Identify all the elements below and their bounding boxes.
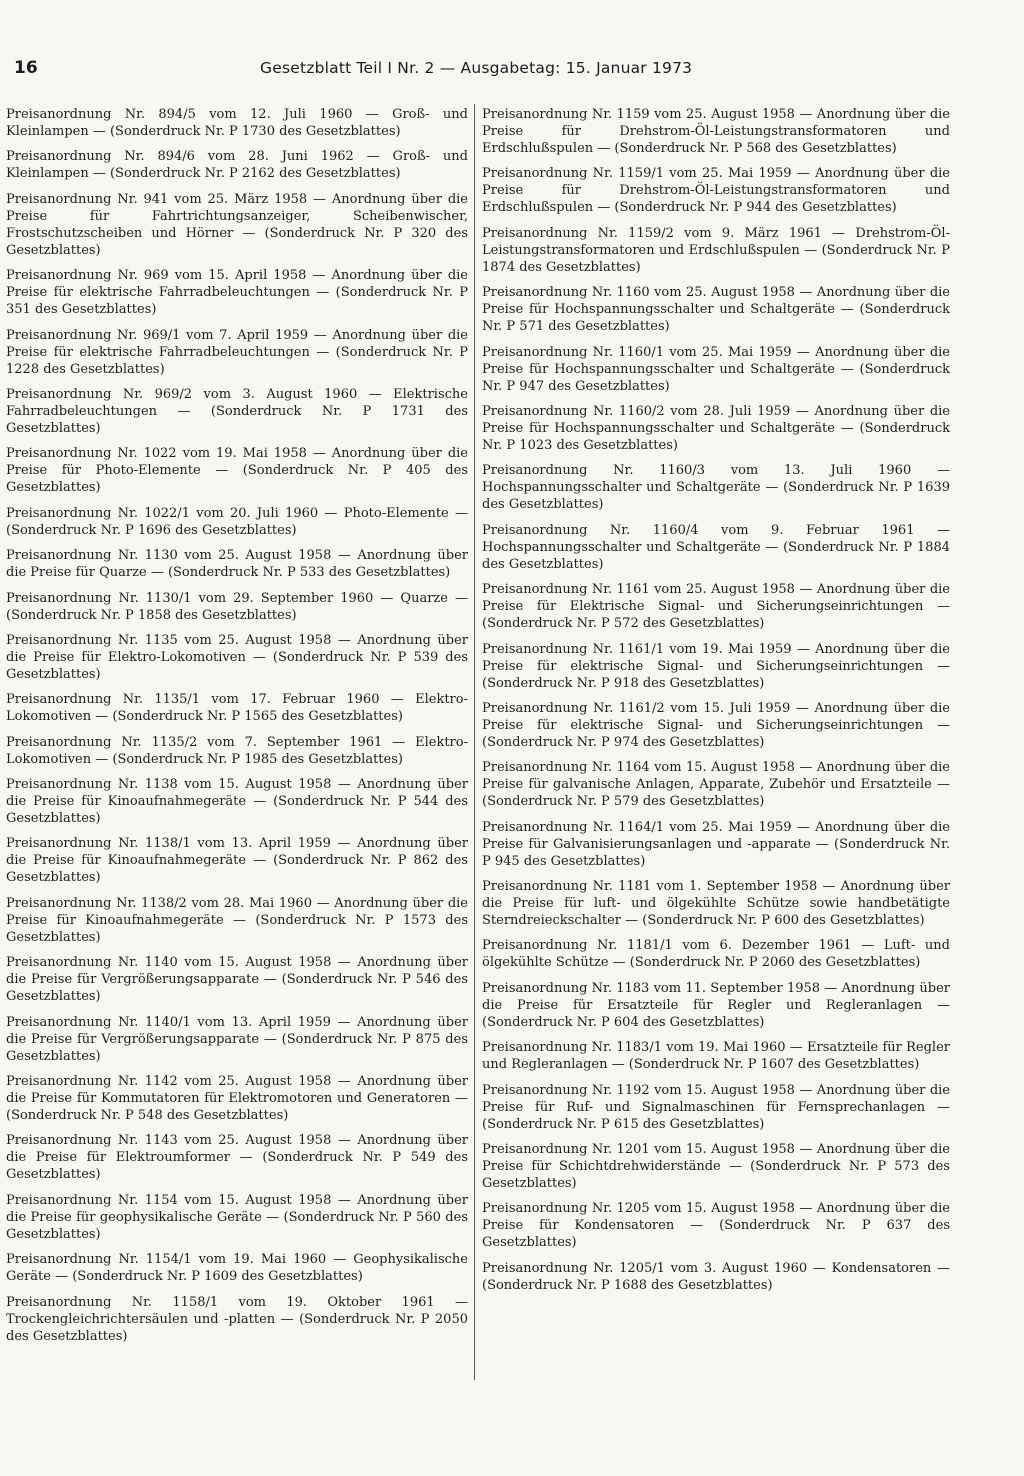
- entry-paragraph: Preisanordnung Nr. 1138/2 vom 28. Mai 1960 — Anordnung über die Preise für Kinoaufnahmegeräte — (Sonderdruck Nr. P 1573 des Gesetzblattes): [6, 895, 468, 945]
- entry-paragraph: Preisanordnung Nr. 969 vom 15. April 1958 — Anordnung über die Preise für elektrische Fahrradbeleuchtungen — (Sonderdruck Nr. P 351 des Gesetzblattes): [6, 268, 468, 318]
- entry-paragraph: Preisanordnung Nr. 1154 vom 15. August 1958 — Anordnung über die Preise für geophysikalische Geräte — (Sonderdruck Nr. P 560 des Gesetzblattes): [6, 1192, 468, 1242]
- entry-paragraph: Preisanordnung Nr. 1161 vom 25. August 1958 — Anordnung über die Preise für Elektrische Signal- und Sicherungseinrichtungen — (Sonderdruck Nr. P 572 des Gesetzblattes): [482, 582, 950, 632]
- entry-paragraph: Preisanordnung Nr. 1164/1 vom 25. Mai 1959 — Anordnung über die Preise für Galvanisierungsanlagen und -apparate — (Sonderdruck Nr. P 945 des Gesetzblattes): [482, 819, 950, 869]
- entry-paragraph: Preisanordnung Nr. 969/2 vom 3. August 1960 — Elektrische Fahrradbeleuchtungen — (Sonderdruck Nr. P 1731 des Gesetzblattes): [6, 386, 468, 436]
- entry-paragraph: Preisanordnung Nr. 1135/2 vom 7. September 1961 — Elektro-Lokomotiven — (Sonderdruck Nr. P 1985 des Gesetzblattes): [6, 734, 468, 767]
- entry-paragraph: Preisanordnung Nr. 1143 vom 25. August 1958 — Anordnung über die Preise für Elektroumformer — (Sonderdruck Nr. P 549 des Gesetzblattes): [6, 1133, 468, 1183]
- entry-paragraph: Preisanordnung Nr. 1164 vom 15. August 1958 — Anordnung über die Preise für galvanische Anlagen, Apparate, Zubehör und Ersatzteile — (Sonderdruck Nr. P 579 des Gesetzblattes): [482, 760, 950, 810]
- entry-paragraph: Preisanordnung Nr. 1142 vom 25. August 1958 — Anordnung über die Preise für Kommutatoren für Elektromotoren und Generatoren — (Sonderdruck Nr. P 548 des Gesetzblattes): [6, 1074, 468, 1124]
- entry-paragraph: Preisanordnung Nr. 1138 vom 15. August 1958 — Anordnung über die Preise für Kinoaufnahmegeräte — (Sonderdruck Nr. P 544 des Gesetzblattes): [6, 777, 468, 827]
- entry-paragraph: Preisanordnung Nr. 1154/1 vom 19. Mai 1960 — Geophysikalische Geräte — (Sonderdruck Nr. P 1609 des Gesetzblattes): [6, 1252, 468, 1285]
- entry-paragraph: Preisanordnung Nr. 1160/3 vom 13. Juli 1960 — Hochspannungsschalter und Schaltgeräte — (Sonderdruck Nr. P 1639 des Gesetzblattes): [482, 463, 950, 513]
- entry-paragraph: Preisanordnung Nr. 1130 vom 25. August 1958 — Anordnung über die Preise für Quarze — (Sonderdruck Nr. P 533 des Gesetzblattes): [6, 548, 468, 581]
- entry-paragraph: Preisanordnung Nr. 1183/1 vom 19. Mai 1960 — Ersatzteile für Regler und Regleranlagen — (Sonderdruck Nr. P 1607 des Gesetzblattes): [482, 1040, 950, 1073]
- left-column: [6, 106, 468, 1353]
- entry-paragraph: Preisanordnung Nr. 1159/2 vom 9. März 1961 — Drehstrom-Öl-Leistungstransformatoren und Erdschlußspulen — (Sonderdruck Nr. P 1874 des Gesetzblattes): [482, 225, 950, 275]
- entry-paragraph: Preisanordnung Nr. 1158/1 vom 19. Oktober 1961 — Trockengleichrichtersäulen und -platten — (Sonderdruck Nr. P 2050 des Gesetzblattes): [6, 1294, 468, 1344]
- entry-paragraph: Preisanordnung Nr. 1205 vom 15. August 1958 — Anordnung über die Preise für Kondensatoren — (Sonderdruck Nr. P 637 des Gesetzblattes): [482, 1201, 950, 1251]
- entry-paragraph: Preisanordnung Nr. 1161/2 vom 15. Juli 1959 — Anordnung über die Preise für elektrische Signal- und Sicherungseinrichtungen — (Sonderdruck Nr. P 974 des Gesetzblattes): [482, 700, 950, 750]
- column-divider: [474, 104, 475, 1380]
- entry-paragraph: Preisanordnung Nr. 1160/1 vom 25. Mai 1959 — Anordnung über die Preise für Hochspannungsschalter und Schaltgeräte — (Sonderdruck Nr. P 947 des Gesetzblattes): [482, 344, 950, 394]
- entry-paragraph: Preisanordnung Nr. 1130/1 vom 29. September 1960 — Quarze — (Sonderdruck Nr. P 1858 des Gesetzblattes): [6, 590, 468, 623]
- entry-paragraph: Preisanordnung Nr. 1135/1 vom 17. Februar 1960 — Elektro-Lokomotiven — (Sonderdruck Nr. P 1565 des Gesetzblattes): [6, 692, 468, 725]
- right-column: [482, 106, 950, 1302]
- entry-paragraph: Preisanordnung Nr. 1181/1 vom 6. Dezember 1961 — Luft- und ölgekühlte Schütze — (Sonderdruck Nr. P 2060 des Gesetzblattes): [482, 938, 950, 971]
- entry-paragraph: Preisanordnung Nr. 1160/2 vom 28. Juli 1959 — Anordnung über die Preise für Hochspannungsschalter und Schaltgeräte — (Sonderdruck Nr. P 1023 des Gesetzblattes): [482, 403, 950, 453]
- entry-paragraph: Preisanordnung Nr. 941 vom 25. März 1958 — Anordnung über die Preise für Fahrtrichtungsanzeiger, Scheibenwischer, Frostschutzscheiben und Hörner — (Sonderdruck Nr. P 320 des Gesetzblattes): [6, 191, 468, 258]
- entry-paragraph: Preisanordnung Nr. 1181 vom 1. September 1958 — Anordnung über die Preise für luft- und ölgekühlte Schütze sowie handbetätigte Sterndreieckschalter — (Sonderdruck Nr. P 600 des Gesetzblattes): [482, 879, 950, 929]
- running-title: Gesetzblatt Teil I Nr. 2 — Ausgabetag: 15. Januar 1973: [260, 59, 693, 77]
- page-header: [14, 58, 994, 86]
- entry-paragraph: Preisanordnung Nr. 969/1 vom 7. April 1959 — Anordnung über die Preise für elektrische Fahrradbeleuchtungen — (Sonderdruck Nr. P 1228 des Gesetzblattes): [6, 327, 468, 377]
- entry-paragraph: Preisanordnung Nr. 1201 vom 15. August 1958 — Anordnung über die Preise für Schichtdrehwiderstände — (Sonderdruck Nr. P 573 des Gesetzblattes): [482, 1142, 950, 1192]
- entry-paragraph: Preisanordnung Nr. 1205/1 vom 3. August 1960 — Kondensatoren — (Sonderdruck Nr. P 1688 des Gesetzblattes): [482, 1260, 950, 1293]
- entry-paragraph: Preisanordnung Nr. 894/5 vom 12. Juli 1960 — Groß- und Kleinlampen — (Sonderdruck Nr. P 1730 des Gesetzblattes): [6, 107, 468, 139]
- entry-paragraph: Preisanordnung Nr. 1160/4 vom 9. Februar 1961 — Hochspannungsschalter und Schaltgeräte — (Sonderdruck Nr. P 1884 des Gesetzblattes): [482, 522, 950, 572]
- entry-paragraph: Preisanordnung Nr. 1022 vom 19. Mai 1958 — Anordnung über die Preise für Photo-Elemente — (Sonderdruck Nr. P 405 des Gesetzblattes): [6, 446, 468, 496]
- entry-paragraph: Preisanordnung Nr. 1022/1 vom 20. Juli 1960 — Photo-Elemente — (Sonderdruck Nr. P 1696 des Gesetzblattes): [6, 505, 468, 538]
- entry-paragraph: Preisanordnung Nr. 894/6 vom 28. Juni 1962 — Groß- und Kleinlampen — (Sonderdruck Nr. P 2162 des Gesetzblattes): [6, 149, 468, 182]
- page-number: 16: [14, 58, 38, 78]
- entry-paragraph: Preisanordnung Nr. 1192 vom 15. August 1958 — Anordnung über die Preise für Ruf- und Signalmaschinen für Fernsprechanlagen — (Sonderdruck Nr. P 615 des Gesetzblattes): [482, 1082, 950, 1132]
- entry-paragraph: Preisanordnung Nr. 1183 vom 11. September 1958 — Anordnung über die Preise für Ersatzteile für Regler und Regleranlagen — (Sonderdruck Nr. P 604 des Gesetzblattes): [482, 980, 950, 1030]
- entry-paragraph: Preisanordnung Nr. 1135 vom 25. August 1958 — Anordnung über die Preise für Elektro-Lokomotiven — (Sonderdruck Nr. P 539 des Gesetzblattes): [6, 632, 468, 682]
- entry-paragraph: Preisanordnung Nr. 1138/1 vom 13. April 1959 — Anordnung über die Preise für Kinoaufnahmegeräte — (Sonderdruck Nr. P 862 des Gesetzblattes): [6, 836, 468, 886]
- entry-paragraph: Preisanordnung Nr. 1140 vom 15. August 1958 — Anordnung über die Preise für Vergrößerungsapparate — (Sonderdruck Nr. P 546 des Gesetzblattes): [6, 955, 468, 1005]
- entry-paragraph: Preisanordnung Nr. 1161/1 vom 19. Mai 1959 — Anordnung über die Preise für elektrische Signal- und Sicherungseinrichtungen — (Sonderdruck Nr. P 918 des Gesetzblattes): [482, 641, 950, 691]
- entry-paragraph: Preisanordnung Nr. 1160 vom 25. August 1958 — Anordnung über die Preise für Hochspannungsschalter und Schaltgeräte — (Sonderdruck Nr. P 571 des Gesetzblattes): [482, 285, 950, 335]
- entry-paragraph: Preisanordnung Nr. 1159/1 vom 25. Mai 1959 — Anordnung über die Preise für Drehstrom-Öl-Leistungstransformatoren und Erdschlußspulen — (Sonderdruck Nr. P 944 des Gesetzblattes): [482, 166, 950, 216]
- entry-paragraph: Preisanordnung Nr. 1159 vom 25. August 1958 — Anordnung über die Preise für Drehstrom-Öl-Leistungstransformatoren und Erdschlußspulen — (Sonderdruck Nr. P 568 des Gesetzblattes): [482, 107, 950, 156]
- entry-paragraph: Preisanordnung Nr. 1140/1 vom 13. April 1959 — Anordnung über die Preise für Vergrößerungsapparate — (Sonderdruck Nr. P 875 des Gesetzblattes): [6, 1014, 468, 1064]
